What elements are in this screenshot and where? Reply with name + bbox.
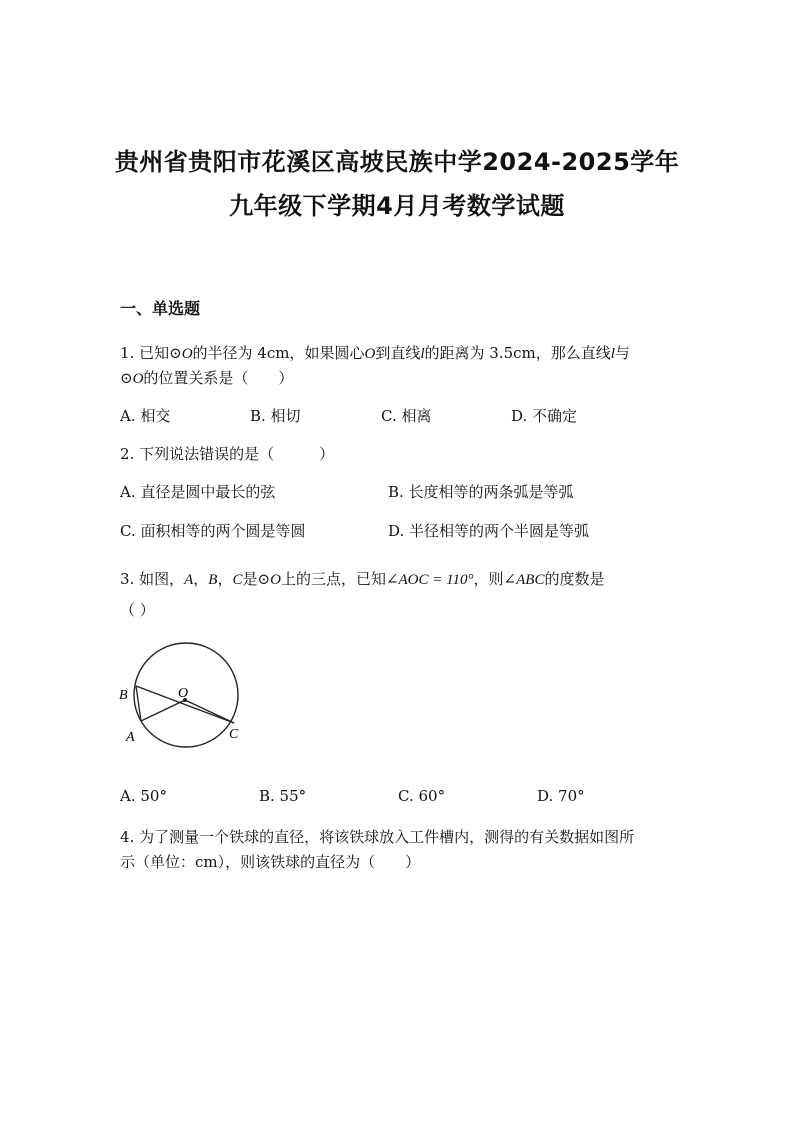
segment-oc [185, 700, 234, 723]
question-3-line-1: 3. 如图，A，B，C是⊙O上的三点，已知∠AOC = 110°，则∠ABC的度数是 [120, 570, 605, 588]
q2-option-a: A. 直径是圆中最长的弦 [120, 483, 276, 501]
label-b: B [119, 688, 128, 703]
label-o: O [178, 686, 189, 701]
segment-ao [141, 700, 185, 721]
question-4-line-1: 4. 为了测量一个铁球的直径，将该铁球放入工件槽内，测得的有关数据如图所 [120, 828, 635, 846]
q3-option-d: D. 70° [537, 787, 585, 805]
q3-option-c: C. 60° [398, 787, 446, 805]
angle-aoc: ∠AOC = 110° [385, 572, 474, 588]
section-heading: 一、单选题 [120, 299, 201, 318]
circle-figure [112, 640, 252, 752]
q1-option-a: A. 相交 [120, 407, 171, 425]
circle-symbol: ⊙ [169, 344, 182, 362]
q1-option-c: C. 相离 [381, 407, 432, 425]
label-a: A [126, 730, 135, 745]
q1-option-b: B. 相切 [250, 407, 301, 425]
question-4-line-2: 示（单位：cm），则该铁球的直径为（ ） [120, 853, 421, 871]
question-number: 3. [120, 570, 135, 588]
q3-option-a: A. 50° [120, 787, 167, 805]
q2-option-d: D. 半径相等的两个半圆是等弧 [388, 522, 590, 540]
label-c: C [229, 727, 239, 742]
question-1-line-2: ⊙O的位置关系是（ ） [120, 369, 294, 387]
exam-title-line-1: 贵州省贵阳市花溪区高坡民族中学2024-2025学年 [114, 148, 680, 176]
question-2-stem: 2. 下列说法错误的是（ ） [120, 445, 335, 463]
circle-symbol: ⊙ [120, 369, 133, 387]
circle-symbol: ⊙ [257, 570, 271, 588]
q1-option-d: D. 不确定 [511, 407, 578, 425]
q2-option-c: C. 面积相等的两个圆是等圆 [120, 522, 306, 540]
question-number: 1. [120, 344, 135, 362]
q3-option-b: B. 55° [259, 787, 307, 805]
exam-title-line-2: 九年级下学期4月月考数学试题 [229, 192, 565, 220]
q2-option-b: B. 长度相等的两条弧是等弧 [388, 483, 574, 501]
question-1-line-1: 1. 已知⊙O的半径为 4cm，如果圆心O到直线l的距离为 3.5cm，那么直线l与 [120, 344, 630, 362]
question-3-paren: （ ） [120, 601, 155, 619]
angle-abc: ∠ABC [503, 572, 545, 588]
